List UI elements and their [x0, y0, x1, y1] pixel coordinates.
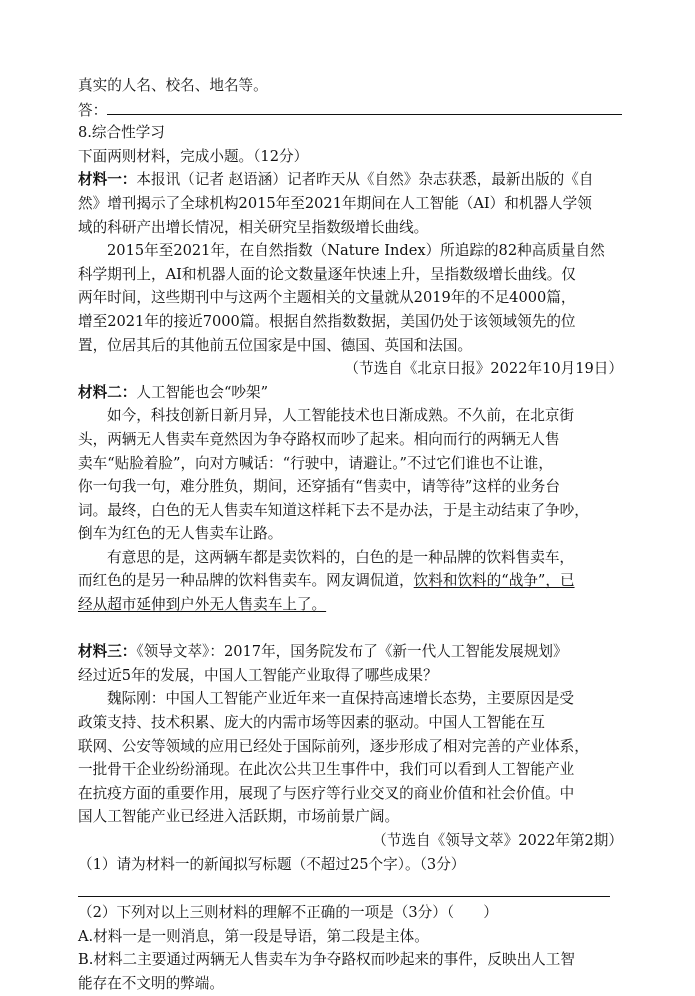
text-line: 倒车为红色的无人售卖车让路。	[78, 525, 283, 543]
text-line: 真实的人名、校名、地名等。	[78, 77, 268, 94]
option-b-cont: 能存在不文明的弊端。	[78, 974, 224, 992]
material-3-line	[78, 640, 623, 664]
document-page	[78, 74, 623, 996]
text-line: 联网、公安等领域的应用已经处于国际前列，逐步形成了相对完善的产业体系，	[78, 737, 589, 755]
spacer	[78, 617, 623, 641]
text-line: 科学期刊上，AI和机器人面的论文数量逐年快速上升，呈指数级增长曲线。仅	[78, 265, 576, 283]
material-1-text: 本报讯（记者 赵语涵）记者昨天从《自然》杂志获悉，最新出版的《自	[136, 171, 594, 189]
text-line: 在抗疫方面的重要作用，展现了与医疗等行业交叉的商业价值和社会价值。中	[78, 784, 575, 802]
text-line: 经过近5年的发展，中国人工智能产业取得了哪些成果？	[78, 666, 438, 684]
text-line: 有意思的是，这两辆车都是卖饮料的，白色的是一种品牌的饮料售卖车，	[107, 548, 575, 566]
material-1-line	[78, 168, 623, 192]
material-2-title: 人工智能也会“吵架”	[136, 383, 269, 401]
text-line: 政策支持、技术积累、庞大的内需市场等因素的驱动。中国人工智能在互	[78, 714, 546, 732]
answer-label: 答：	[78, 101, 108, 119]
text-segment: 而红色的是另一种品牌的饮料售卖车。网友调侃道，	[78, 572, 414, 590]
option-b: B.材料二主要通过两辆无人售卖车为争夺路权而吵起来的事件，反映出人工智	[78, 951, 575, 969]
question-2: （2）下列对以上三则材料的理解不正确的一项是（3分）（ ）	[78, 904, 498, 922]
text-line: 你一句我一句，难分胜负，期间，还穿插有“售卖中，请等待”这样的业务台	[78, 478, 560, 496]
instruction: 下面两则材料，完成小题。（12分）	[78, 147, 309, 165]
text-line: 卖车“贴脸着脸”，向对方喊话：“行驶中，请避让。”不过它们谁也不让谁，	[78, 454, 553, 472]
text-line: 增至2021年的接近7000篇。根据自然指数数据，美国仍处于该领域领先的位	[78, 312, 576, 330]
material-1-label: 材料一：	[78, 171, 137, 189]
underlined-sentence-cont: 经从超市延伸到户外无人售卖车上了。	[78, 596, 327, 614]
text-line: 一批骨干企业纷纷涌现。在此次公共卫生事件中，我们可以看到人工智能产业	[78, 761, 575, 779]
material-2-line	[78, 381, 623, 405]
question-1: （1）请为材料一的新闻拟写标题（不超过25个字）。（3分）	[78, 855, 466, 873]
source-note: （节选自《领导文萃》2022年第2期）	[372, 832, 623, 849]
underlined-sentence: 饮料和饮料的“战争”，已	[413, 572, 575, 590]
text-line: 两年时间，这些期刊中与这两个主题相关的文量就从2019年的不足4000篇，	[78, 289, 576, 307]
answer-blank[interactable]	[107, 98, 622, 115]
text-line: 如今，科技创新日新月异，人工智能技术也日渐成熟。不久前，在北京街	[107, 407, 575, 425]
source-note: （节选自《北京日报》2022年10月19日）	[344, 360, 623, 378]
text-line: 词。最终，白色的无人售卖车知道这样耗下去不是办法，于是主动结束了争吵，	[78, 501, 589, 519]
text-line	[78, 569, 623, 593]
text-line: 置，位居其后的其他前五位国家是中国、德国、英国和法国。	[78, 336, 473, 354]
option-a: A.材料一是一则消息，第一段是导语，第二段是主体。	[78, 927, 429, 945]
question-heading: 8.综合性学习	[78, 124, 165, 142]
text-line: 魏际刚：中国人工智能产业近年来一直保持高速增长态势，主要原因是受	[107, 690, 575, 708]
material-2-label: 材料二：	[78, 383, 137, 401]
material-3-label: 材料三：	[78, 643, 137, 661]
text-line: 然》增刊揭示了全球机构2015年至2021年期间在人工智能（AI）和机器人学领	[78, 194, 592, 212]
text-line: 头，两辆无人售卖车竟然因为争夺路权而吵了起来。相向而行的两辆无人售	[78, 430, 560, 448]
text-line: 国人工智能产业已经进入活跃期，市场前景广阔。	[78, 808, 400, 826]
text-line: 2015年至2021年，在自然指数（Nature Index）所追踪的82种高质量自然	[107, 242, 605, 260]
answer-row	[78, 98, 623, 122]
answer-blank-line[interactable]	[78, 882, 610, 897]
material-3-text: 《领导文萃》：2017年，国务院发布了《新一代人工智能发展规划》	[136, 643, 568, 661]
text-line: 域的科研产出增长情况，相关研究呈指数级增长曲线。	[78, 218, 429, 236]
